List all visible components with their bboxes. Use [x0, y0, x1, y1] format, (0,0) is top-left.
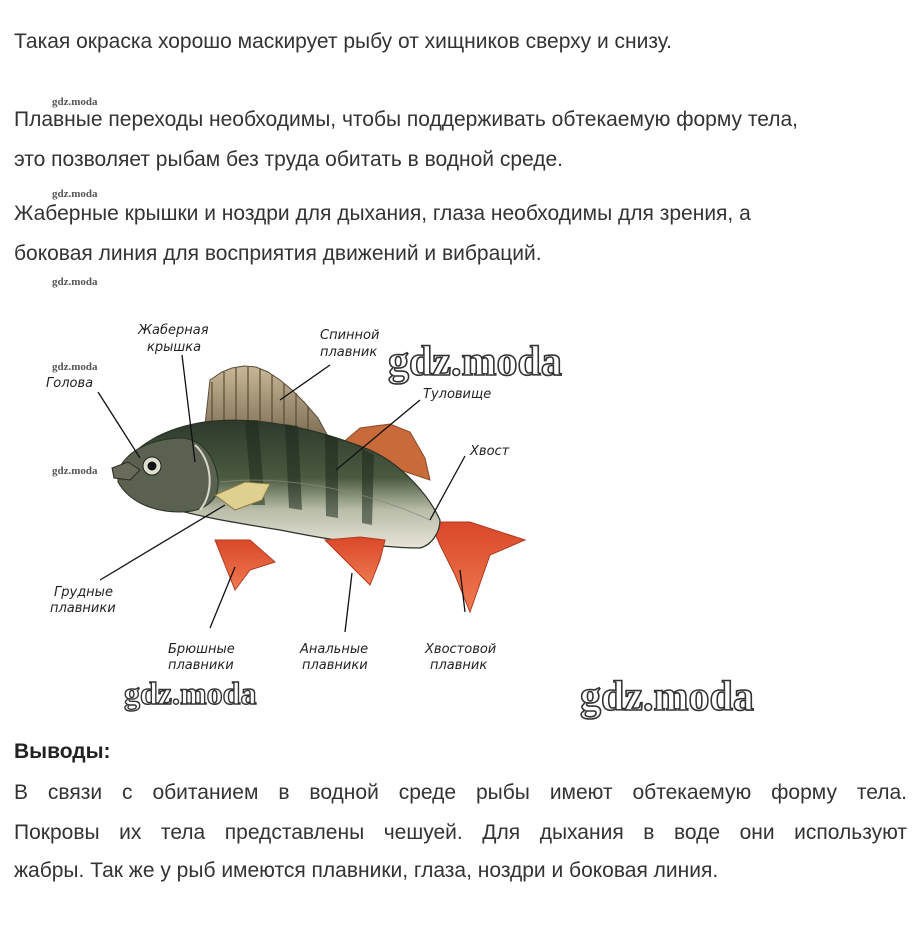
label-pectoral-2: плавники: [50, 601, 116, 616]
watermark-small: gdz.moda: [52, 188, 98, 200]
label-tail: Хвост: [470, 444, 510, 459]
label-dorsal-fin-2: плавник: [320, 345, 378, 360]
label-ventral-1: Брюшные: [168, 642, 235, 657]
paragraph-transitions-1: Плавные переходы необходимы, чтобы поддерживать обтекаемую форму тела,: [14, 108, 798, 131]
perch-illustration: [112, 366, 525, 612]
conclusions-line: жабры. Так же у рыб имеются плавники, глаза, ноздри и боковая линия.: [14, 859, 719, 882]
conclusions-title: Выводы:: [14, 740, 111, 763]
watermark-small: gdz.moda: [52, 96, 98, 108]
label-gill-cover-2: крышка: [147, 340, 202, 355]
label-pectoral-1: Грудные: [54, 585, 113, 600]
label-gill-cover-1: Жаберная: [138, 323, 209, 338]
label-caudal-1: Хвостовой: [425, 642, 497, 657]
watermark-small: gdz.moda: [52, 361, 98, 373]
label-dorsal-fin-1: Спинной: [320, 328, 380, 343]
conclusions-line: В связи с обитанием в водной среде рыбы имеют обтекаемую форму тела.: [14, 781, 907, 804]
paragraph-organs-1: Жаберные крышки и ноздри для дыхания, глаза необходимы для зрения, а: [14, 202, 751, 225]
fish-diagram: [0, 300, 915, 730]
label-caudal-2: плавник: [430, 658, 488, 673]
label-anal-1: Анальные: [300, 642, 369, 657]
label-ventral-2: плавники: [168, 658, 234, 673]
label-anal-2: плавники: [302, 658, 368, 673]
watermark-large: gdz.moda: [580, 674, 754, 720]
watermark-small: gdz.moda: [52, 465, 98, 477]
label-torso: Туловище: [423, 387, 492, 402]
watermark-large: gdz.moda: [124, 675, 257, 711]
watermark-large: gdz.moda: [388, 339, 562, 385]
paragraph-organs-2: боковая линия для восприятия движений и вибраций.: [14, 242, 542, 265]
label-head: Голова: [46, 376, 94, 391]
paragraph-transitions-2: это позволяет рыбам без труда обитать в водной среде.: [14, 148, 563, 171]
conclusions-line: Покровы их тела представлены чешуей. Для дыхания в воде они используют: [14, 821, 907, 844]
watermark-small: gdz.moda: [52, 276, 98, 288]
paragraph-coloring: Такая окраска хорошо маскирует рыбу от хищников сверху и снизу.: [14, 30, 672, 53]
